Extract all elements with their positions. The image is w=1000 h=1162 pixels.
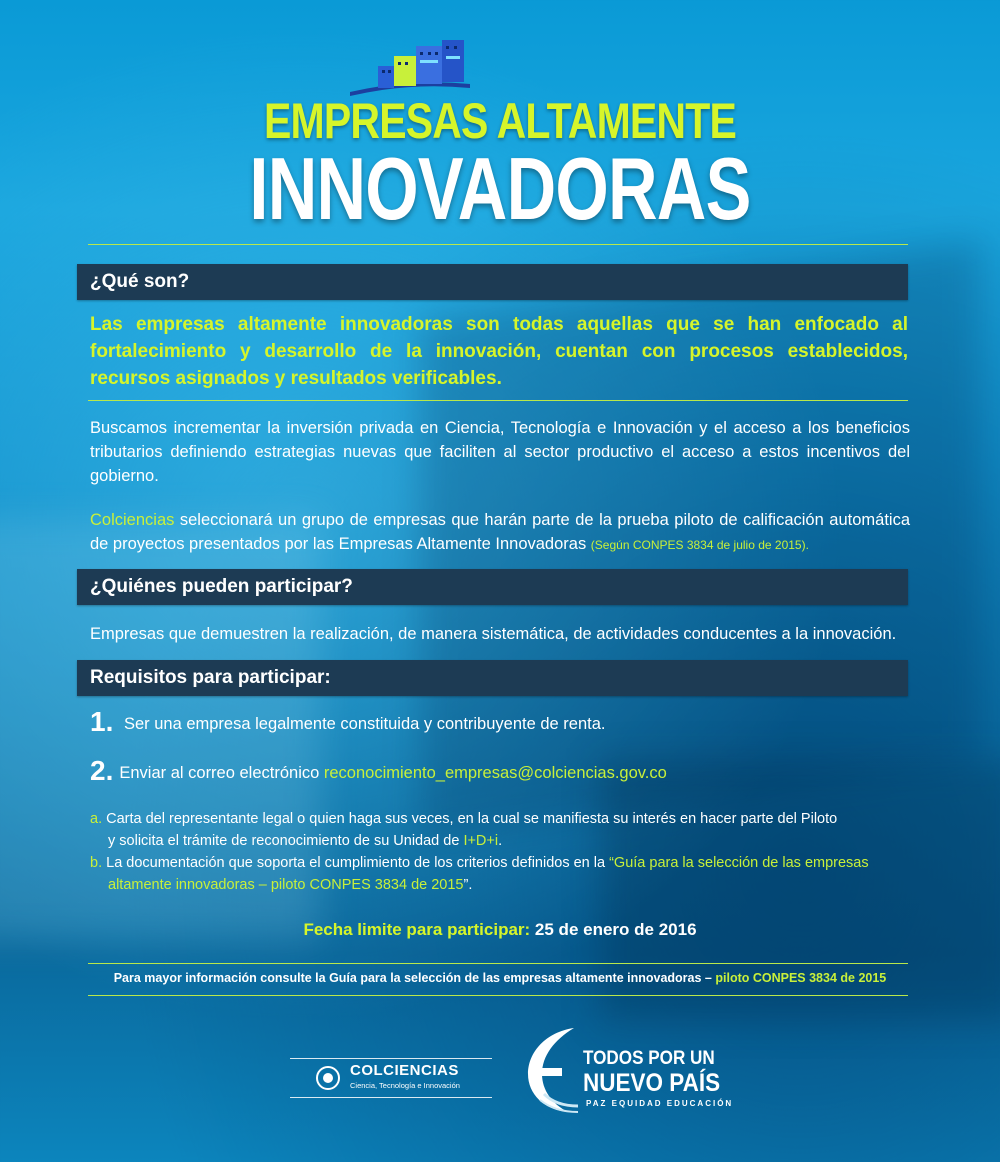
more-info-text: Para mayor información consulte la Guía para la selección de las empresas altamente innovadoras – <box>113 971 716 985</box>
subitem-a <box>90 808 920 852</box>
conpes-note: (Según CONPES 3834 de julio de 2015). <box>590 538 809 552</box>
subitem-b-end: ”. <box>463 877 473 893</box>
paragraph-colciencias <box>90 508 910 557</box>
email-link[interactable]: reconocimiento_empresas@colciencias.gov.co <box>323 764 667 782</box>
info-divider-bottom <box>88 995 908 996</box>
lead-divider <box>88 400 908 401</box>
nuevo-pais-emblem-icon <box>522 1024 582 1114</box>
paragraph-colciencias-text: seleccionará un grupo de empresas que harán parte de la prueba piloto de calificación automática de proyectos presentados por las Empresas Altamente Innovadoras <box>90 511 910 553</box>
colciencias-seal-icon <box>316 1066 340 1090</box>
deadline-date: 25 de enero de 2016 <box>530 920 697 939</box>
subitem-b-text: La documentación que soporta el cumplimiento de los criterios definidos en la <box>106 855 610 871</box>
more-info <box>0 971 1000 985</box>
requirement-number: 1. <box>90 706 114 737</box>
guide-highlight-2: altamente innovadoras – piloto CONPES 3834 de 2015 <box>108 877 464 893</box>
colciencias-link: Colciencias <box>90 511 175 529</box>
section-requirements-bar <box>77 660 908 696</box>
colciencias-tagline: Ciencia, Tecnología e Innovación <box>350 1081 460 1090</box>
tpn-line-1: TODOS POR UN <box>583 1048 715 1069</box>
buildings-logo-icon <box>350 38 470 96</box>
section-what-bar <box>77 264 908 300</box>
lead-definition: Las empresas altamente innovadoras son todas aquellas que se han enfocado al fortalecimiento y desarrollo de la innovación, cuentan con procesos establecidos, recursos asignados y resultados verificables. <box>90 314 908 389</box>
section-who-bar <box>77 569 908 605</box>
deadline <box>0 920 1000 940</box>
requirement-item-2 <box>90 755 667 787</box>
info-divider-top <box>88 963 908 964</box>
paragraph-investment: Buscamos incrementar la inversión privada en Ciencia, Tecnología e Innovación y el acceso a los beneficios tributarios definiendo estrategias nuevas que faciliten al sector productivo el acceso a estos incentivos del gobierno. <box>90 419 910 485</box>
colciencias-logo <box>290 1058 492 1098</box>
idi-highlight: I+D+i <box>463 833 499 849</box>
requirement-number: 2. <box>90 755 114 786</box>
deadline-label: Fecha limite para participar: <box>303 920 531 939</box>
requirement-item-1 <box>90 706 606 738</box>
requirement-text: Enviar al correo electrónico <box>119 764 324 782</box>
colciencias-name: COLCIENCIAS <box>350 1062 459 1079</box>
section-who-heading: ¿Quiénes pueden participar? <box>90 576 353 597</box>
subitem-a-text: Carta del representante legal o quien haga sus veces, en la cual se manifiesta su interés en hacer parte del Piloto <box>106 811 838 827</box>
subitem-letter: a. <box>90 811 103 827</box>
requirement-text: Ser una empresa legalmente constituida y contribuyente de renta. <box>123 715 606 733</box>
title-line-2: INNOVADORAS <box>249 139 751 238</box>
guide-highlight: “Guía para la selección de las empresas <box>609 855 869 871</box>
subitem-letter: b. <box>90 855 103 871</box>
title-line-1: EMPRESAS ALTAMENTE <box>264 93 736 149</box>
more-info-highlight: piloto CONPES 3834 de 2015 <box>715 971 887 985</box>
tpn-line-2: NUEVO PAÍS <box>583 1069 721 1097</box>
section-what-heading: ¿Qué son? <box>90 271 190 292</box>
subitem-a-text-2: y solicita el trámite de reconocimiento de su Unidad de <box>108 833 464 849</box>
subitem-a-end: . <box>498 833 503 849</box>
subitem-b <box>90 852 920 896</box>
who-text: Empresas que demuestren la realización, de manera sistemática, de actividades conducentes a la innovación. <box>90 625 897 643</box>
section-requirements-heading: Requisitos para participar: <box>90 667 331 688</box>
tpn-line-3: PAZ EQUIDAD EDUCACIÓN <box>586 1099 734 1108</box>
header-divider <box>88 244 908 245</box>
